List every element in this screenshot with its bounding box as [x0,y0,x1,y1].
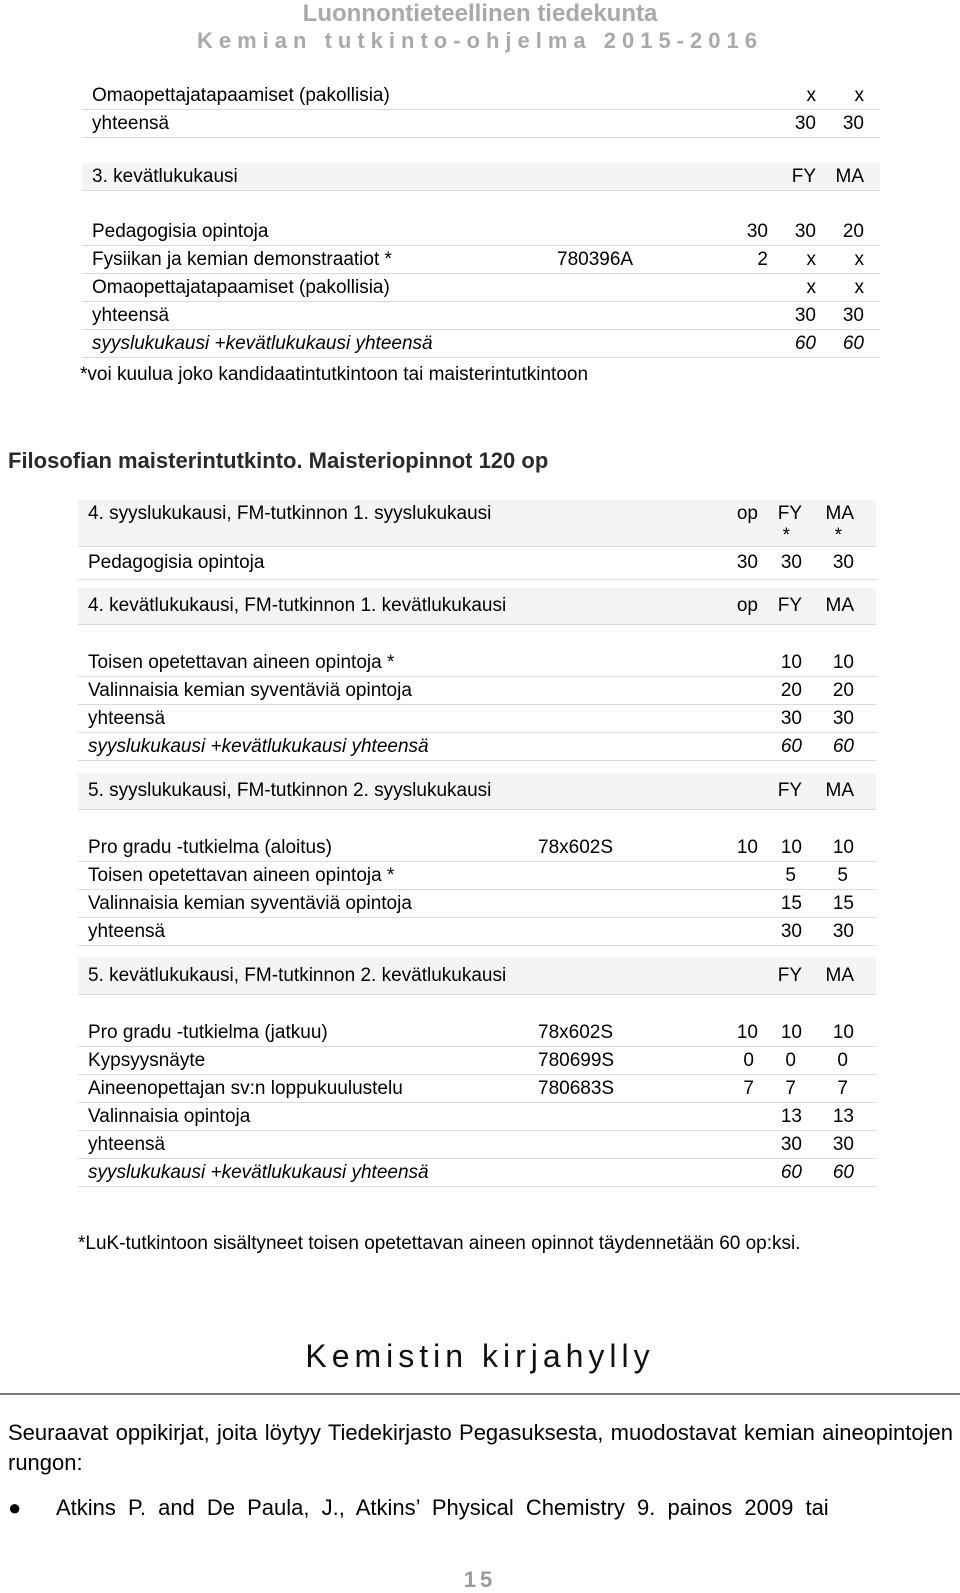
table-row [82,330,880,358]
row-label: Toisen opetettavan aineen opintoja * [88,865,395,886]
table-row [78,733,876,761]
fy-value: 15 [780,893,802,914]
fy-value: 20 [780,680,802,701]
fy-header: FY [777,965,802,986]
fy-value: 30 [780,708,802,729]
faculty-header: Luonnontieteellinen tiedekunta [302,0,658,27]
table-row [78,862,876,890]
row-label: syyslukukausi +kevätlukukausi yhteensä [88,1162,429,1183]
ma-value: 10 [832,837,854,858]
table-row [82,82,880,110]
course-code: 78x602S [538,1022,614,1043]
row-label: Pro gradu -tutkielma (aloitus) [88,837,332,858]
course-code: 780683S [538,1078,615,1099]
row-label: Valinnaisia kemian syventäviä opintoja [88,680,412,701]
fy-value: x [806,249,816,270]
heading-label: 5. kevätlukukausi, FM-tutkinnon 2. kevätlukukausi [88,965,507,986]
op-header: op [736,595,758,616]
ma-value: 20 [842,221,864,242]
table-row [78,677,876,705]
fy-value: 5 [785,865,796,886]
table-spring-2-end [82,82,880,138]
table-heading [78,773,876,810]
row-label: Valinnaisia kemian syventäviä opintoja [88,893,412,914]
program-header: Kemian tutkinto-ohjelma 2015-2016 [196,28,763,53]
row-label: Valinnaisia opintoja [88,1106,251,1127]
table-row [82,274,880,302]
ma-value: 5 [837,865,848,886]
course-code: 780699S [538,1050,615,1071]
row-label: Toisen opetettavan aineen opintoja * [88,652,395,673]
ma-value: 30 [832,921,854,942]
ma-value: 10 [832,1022,854,1043]
ma-value: 30 [842,305,864,326]
heading-label: 4. syyslukukausi, FM-tutkinnon 1. syyslukukausi [88,503,492,524]
table2-note: *voi kuulua joko kandidaatintutkintoon tai maisterintutkintoon [80,364,589,385]
bullet-icon: ● [8,1495,22,1520]
table-row [78,834,876,862]
row-label: syyslukukausi +kevätlukukausi yhteensä [88,736,429,757]
fy-value: 7 [785,1078,796,1099]
table-row [78,1159,876,1187]
table-row [82,302,880,330]
table-row [78,547,876,580]
table-row [78,1075,876,1103]
table-heading [82,163,880,191]
library-intro: Seuraavat oppikirjat, joita löytyy Tiedekirjasto Pegasuksesta, muodostavat kemian aineopintojen rungon: [8,1420,953,1475]
fy-value: 60 [780,1162,802,1183]
ma-value: 30 [842,113,864,134]
fy-value: 10 [780,652,802,673]
ma-header: MA [825,503,854,524]
row-label: Pedagogisia opintoja [92,221,269,242]
ma-value: 20 [832,680,854,701]
fy-value: 30 [780,1134,802,1155]
fy-header: FY [777,595,802,616]
row-label: yhteensä [88,1134,166,1155]
ma-value: 30 [832,708,854,729]
fy-value: x [806,277,816,298]
op-value: 7 [743,1078,754,1099]
op-value: 2 [757,249,768,270]
library-divider [0,1393,960,1395]
heading-label: 4. kevätlukukausi, FM-tutkinnon 1. kevätlukukausi [88,595,507,616]
ma-value: 10 [832,652,854,673]
fy-value: 30 [794,305,816,326]
ma-value: 30 [832,552,854,573]
section-title: Filosofian maisterintutkinto. Maisteriopinnot 120 op [8,448,549,473]
fy-value: 60 [780,736,802,757]
fy-value: 30 [794,221,816,242]
table-masters [78,500,876,1187]
row-label: Fysiikan ja kemian demonstraatiot * [92,249,392,270]
page-number: 15 [463,1567,497,1592]
ma-value: 60 [832,736,854,757]
fy-value: 13 [780,1106,802,1127]
table-row [82,110,880,138]
row-label: syyslukukausi +kevätlukukausi yhteensä [92,333,433,354]
ma-header: MA [825,595,854,616]
library-title: Kemistin kirjahylly [305,1338,655,1374]
table3-note: *LuK-tutkintoon sisältyneet toisen opetettavan aineen opinnot täydennetään 60 op:ksi. [78,1233,801,1254]
fy-value: 30 [780,921,802,942]
course-code: 780396A [557,249,634,270]
table-row [78,1019,876,1047]
fy-value: 30 [780,552,802,573]
ma-value: 30 [832,1134,854,1155]
row-label: Aineenopettajan sv:n loppukuulustelu [88,1078,403,1099]
table-row [78,649,876,677]
table-heading [78,500,876,547]
row-label: yhteensä [88,921,166,942]
fy-value: 30 [794,113,816,134]
heading-label: 3. kevätlukukausi [92,166,238,187]
course-code: 78x602S [538,837,614,858]
fy-header: FY [777,503,802,524]
table-row [78,1103,876,1131]
ma-value: 0 [837,1050,848,1071]
row-label: Pro gradu -tutkielma (jatkuu) [88,1022,328,1043]
ma-header: MA [825,780,854,801]
table-row [78,1131,876,1159]
ma-header: MA [835,166,864,187]
row-label: Omaopettajatapaamiset (pakollisia) [92,85,390,106]
fy-header: FY [777,780,802,801]
table-row [82,218,880,246]
row-label: yhteensä [92,113,170,134]
ma-value: x [854,85,864,106]
table-row [82,246,880,274]
row-label: Pedagogisia opintoja [88,552,265,573]
library-bullet-1: Atkins P. and De Paula, J., Atkins’ Physical Chemistry 9. painos 2009 tai [56,1495,829,1520]
op-value: 10 [736,837,758,858]
ma-value: 7 [837,1078,848,1099]
ma-star: * [834,525,842,546]
op-header: op [736,503,758,524]
table-row [78,890,876,918]
table-row [78,705,876,733]
table-row [78,1047,876,1075]
table-heading [78,588,876,625]
fy-value: 60 [794,333,816,354]
row-label: Kypsyysnäyte [88,1050,206,1071]
fy-header: FY [791,166,816,187]
row-label: Omaopettajatapaamiset (pakollisia) [92,277,390,298]
op-value: 0 [743,1050,754,1071]
fy-value: 0 [785,1050,796,1071]
fy-star: * [782,525,790,546]
table-row [78,918,876,946]
table-spring-3 [82,163,880,358]
fy-value: 10 [780,1022,802,1043]
op-value: 10 [736,1022,758,1043]
row-label: yhteensä [88,708,166,729]
ma-value: x [854,249,864,270]
ma-value: 60 [842,333,864,354]
ma-value: x [854,277,864,298]
row-label: yhteensä [92,305,170,326]
heading-label: 5. syyslukukausi, FM-tutkinnon 2. syyslukukausi [88,780,492,801]
ma-header: MA [825,965,854,986]
table-heading [78,958,876,995]
fy-value: x [806,85,816,106]
ma-value: 13 [832,1106,854,1127]
op-value: 30 [736,552,758,573]
op-value: 30 [746,221,768,242]
ma-value: 15 [832,893,854,914]
ma-value: 60 [832,1162,854,1183]
fy-value: 10 [780,837,802,858]
